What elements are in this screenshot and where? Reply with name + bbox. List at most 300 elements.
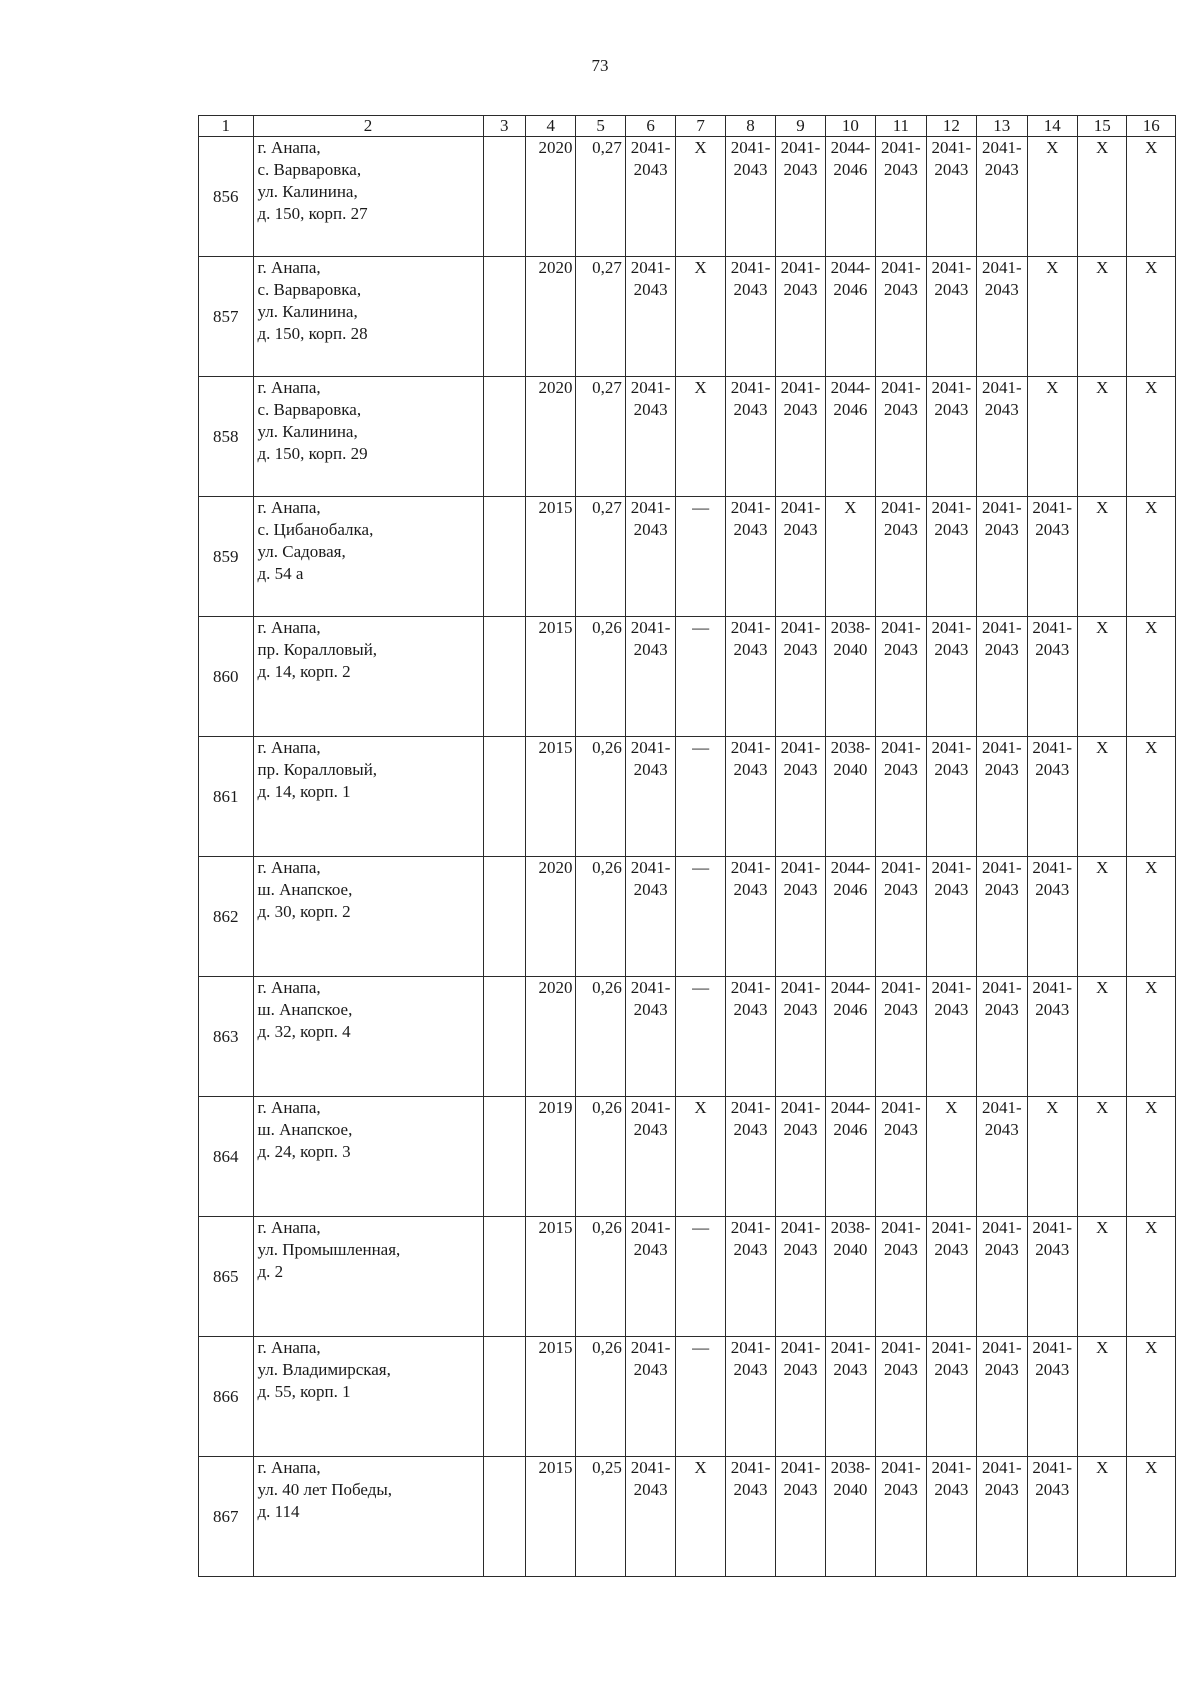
period-value: 2040 xyxy=(833,1480,868,1499)
period-value: — xyxy=(692,1218,710,1237)
period-cell xyxy=(825,857,875,977)
column-number: 9 xyxy=(776,116,825,137)
address-line: г. Анапа, xyxy=(257,258,321,277)
period-cell xyxy=(1027,1457,1077,1577)
table-row xyxy=(199,1097,1176,1217)
period-value: 2041- xyxy=(981,1458,1022,1477)
address-line: г. Анапа, xyxy=(257,978,321,997)
period-value: 2041- xyxy=(981,258,1022,277)
period-cell xyxy=(977,497,1027,617)
period-cell xyxy=(1027,257,1077,377)
address-line: д. 32, корп. 4 xyxy=(257,1022,351,1041)
address-cell xyxy=(253,737,483,857)
period-value: 2041- xyxy=(981,738,1022,757)
period-cell xyxy=(926,497,976,617)
period-value: 2043 xyxy=(633,880,668,899)
period-value: 2041- xyxy=(1032,1218,1073,1237)
coefficient-cell: 0,25 xyxy=(576,1457,625,1577)
address-cell xyxy=(253,617,483,737)
period-cell xyxy=(1127,977,1176,1097)
column-3-cell xyxy=(483,1457,525,1577)
table-row xyxy=(199,737,1176,857)
row-number: 864 xyxy=(199,1097,254,1217)
period-value: 2038- xyxy=(830,1458,871,1477)
coefficient-cell: 0,26 xyxy=(576,1217,625,1337)
period-value: 2041- xyxy=(981,1338,1022,1357)
period-value: 2041- xyxy=(630,1458,671,1477)
coefficient-cell: 0,26 xyxy=(576,617,625,737)
period-value: 2043 xyxy=(934,1480,969,1499)
period-value: 2041- xyxy=(780,378,821,397)
year-cell: 2015 xyxy=(525,497,575,617)
period-value: 2043 xyxy=(984,280,1019,299)
coefficient-cell: 0,26 xyxy=(576,977,625,1097)
coefficient-cell: 0,26 xyxy=(576,737,625,857)
period-cell xyxy=(625,257,675,377)
address-line: г. Анапа, xyxy=(257,138,321,157)
period-cell xyxy=(977,1097,1027,1217)
period-cell xyxy=(625,617,675,737)
period-value: 2043 xyxy=(1035,1480,1070,1499)
period-cell xyxy=(977,1337,1027,1457)
period-value: 2041- xyxy=(780,498,821,517)
period-cell xyxy=(1077,977,1126,1097)
year-cell: 2015 xyxy=(525,617,575,737)
year-cell: 2020 xyxy=(525,137,575,257)
period-value: X xyxy=(1046,378,1059,397)
period-value: X xyxy=(1096,1098,1109,1117)
period-value: 2041- xyxy=(630,138,671,157)
period-value: X xyxy=(1096,258,1109,277)
period-value: 2043 xyxy=(733,160,768,179)
address-line: с. Цибанобалка, xyxy=(257,520,374,539)
table-body xyxy=(199,116,1176,1577)
period-value: 2041- xyxy=(730,858,771,877)
period-value: 2043 xyxy=(883,760,918,779)
period-value: X xyxy=(1096,1218,1109,1237)
period-value: 2040 xyxy=(833,760,868,779)
period-value: 2041- xyxy=(730,138,771,157)
period-cell xyxy=(725,1097,775,1217)
period-value: 2043 xyxy=(934,880,969,899)
period-value: 2043 xyxy=(883,1240,918,1259)
period-value: 2041- xyxy=(981,378,1022,397)
address-line: д. 54 а xyxy=(257,564,304,583)
period-value: 2043 xyxy=(783,520,818,539)
table-row xyxy=(199,1337,1176,1457)
period-value: — xyxy=(692,618,710,637)
period-value: 2041- xyxy=(1032,978,1073,997)
period-cell xyxy=(926,857,976,977)
period-value: 2041- xyxy=(881,738,921,757)
address-line: с. Варваровка, xyxy=(257,160,362,179)
period-value: 2041- xyxy=(881,1218,921,1237)
period-cell xyxy=(625,377,675,497)
period-value: 2043 xyxy=(1035,1000,1070,1019)
period-value: 2043 xyxy=(733,1120,768,1139)
table-row xyxy=(199,857,1176,977)
period-value: 2043 xyxy=(883,1480,918,1499)
period-value: 2041- xyxy=(780,618,821,637)
period-cell xyxy=(676,497,725,617)
period-value: X xyxy=(1145,738,1158,757)
address-line: г. Анапа, xyxy=(257,738,321,757)
period-value: 2046 xyxy=(833,1120,868,1139)
period-value: 2043 xyxy=(934,160,969,179)
period-cell xyxy=(676,1457,725,1577)
period-cell xyxy=(926,977,976,1097)
period-value: 2041- xyxy=(1032,1338,1073,1357)
period-value: 2043 xyxy=(733,1360,768,1379)
column-number: 16 xyxy=(1127,116,1176,137)
period-value: 2044- xyxy=(830,138,871,157)
table-row xyxy=(199,1217,1176,1337)
period-cell xyxy=(1077,1217,1126,1337)
period-value: 2041- xyxy=(981,978,1022,997)
period-value: 2041- xyxy=(780,978,821,997)
period-value: X xyxy=(1096,378,1109,397)
table-row xyxy=(199,617,1176,737)
period-value: 2043 xyxy=(883,160,918,179)
column-3-cell xyxy=(483,377,525,497)
period-value: 2041- xyxy=(630,378,671,397)
period-value: 2043 xyxy=(934,520,969,539)
period-value: X xyxy=(1096,1338,1109,1357)
period-value: 2043 xyxy=(1035,640,1070,659)
column-3-cell xyxy=(483,497,525,617)
period-cell xyxy=(1027,737,1077,857)
address-line: г. Анапа, xyxy=(257,1338,321,1357)
address-cell xyxy=(253,137,483,257)
period-value: 2043 xyxy=(1035,880,1070,899)
period-cell xyxy=(876,1457,926,1577)
period-cell xyxy=(876,137,926,257)
year-cell: 2015 xyxy=(525,1457,575,1577)
period-cell xyxy=(926,1337,976,1457)
period-value: X xyxy=(1145,378,1158,397)
period-value: 2041- xyxy=(1032,618,1073,637)
period-value: X xyxy=(1145,498,1158,517)
period-value: 2041- xyxy=(931,138,972,157)
period-value: X xyxy=(1145,1338,1158,1357)
period-cell xyxy=(1127,617,1176,737)
period-value: 2043 xyxy=(934,760,969,779)
period-cell xyxy=(625,977,675,1097)
address-line: г. Анапа, xyxy=(257,498,321,517)
period-cell xyxy=(776,377,825,497)
column-3-cell xyxy=(483,737,525,857)
address-line: ш. Анапское, xyxy=(257,1000,353,1019)
period-value: 2043 xyxy=(934,1000,969,1019)
period-cell xyxy=(1027,377,1077,497)
period-cell xyxy=(926,377,976,497)
period-value: 2043 xyxy=(883,880,918,899)
period-cell xyxy=(725,257,775,377)
period-value: 2043 xyxy=(783,1240,818,1259)
period-value: — xyxy=(692,978,710,997)
period-cell xyxy=(725,977,775,1097)
period-cell xyxy=(1127,497,1176,617)
period-cell xyxy=(825,1097,875,1217)
address-line: пр. Коралловый, xyxy=(257,760,378,779)
period-value: 2041- xyxy=(931,1338,972,1357)
period-value: 2041- xyxy=(981,1098,1022,1117)
period-value: X xyxy=(694,258,707,277)
housing-registry-table xyxy=(198,115,1176,1577)
period-value: 2038- xyxy=(830,618,871,637)
period-cell xyxy=(1077,257,1126,377)
period-cell xyxy=(977,737,1027,857)
period-cell xyxy=(776,257,825,377)
period-cell xyxy=(1077,497,1126,617)
period-value: 2043 xyxy=(984,1000,1019,1019)
period-cell xyxy=(1127,737,1176,857)
address-line: д. 24, корп. 3 xyxy=(257,1142,351,1161)
period-value: 2041- xyxy=(981,1218,1022,1237)
period-value: 2041- xyxy=(780,1218,821,1237)
period-cell xyxy=(825,257,875,377)
address-line: ш. Анапское, xyxy=(257,880,353,899)
row-number: 861 xyxy=(199,737,254,857)
period-value: 2043 xyxy=(984,880,1019,899)
period-value: 2041- xyxy=(981,618,1022,637)
period-cell xyxy=(1027,1097,1077,1217)
period-value: 2041- xyxy=(931,1218,972,1237)
address-line: пр. Коралловый, xyxy=(257,640,378,659)
period-value: 2043 xyxy=(1035,1360,1070,1379)
period-value: 2043 xyxy=(733,400,768,419)
address-cell xyxy=(253,1217,483,1337)
period-value: 2043 xyxy=(984,520,1019,539)
column-number-row xyxy=(199,116,1176,137)
period-value: 2043 xyxy=(783,160,818,179)
period-value: 2043 xyxy=(934,280,969,299)
period-value: 2043 xyxy=(633,1480,668,1499)
row-number: 857 xyxy=(199,257,254,377)
period-value: 2043 xyxy=(984,160,1019,179)
period-value: 2041- xyxy=(780,258,821,277)
period-value: 2041- xyxy=(730,1098,771,1117)
period-value: 2041- xyxy=(881,618,921,637)
address-line: г. Анапа, xyxy=(257,1098,321,1117)
year-cell: 2020 xyxy=(525,977,575,1097)
period-cell xyxy=(776,737,825,857)
year-cell: 2020 xyxy=(525,857,575,977)
period-cell xyxy=(1127,257,1176,377)
period-value: X xyxy=(694,1098,707,1117)
period-value: 2043 xyxy=(783,880,818,899)
period-cell xyxy=(625,137,675,257)
column-3-cell xyxy=(483,1337,525,1457)
period-value: — xyxy=(692,498,710,517)
period-cell xyxy=(1077,737,1126,857)
period-value: 2043 xyxy=(633,1240,668,1259)
row-number: 856 xyxy=(199,137,254,257)
period-cell xyxy=(1027,617,1077,737)
table-row xyxy=(199,977,1176,1097)
period-value: X xyxy=(694,138,707,157)
column-3-cell xyxy=(483,257,525,377)
period-value: — xyxy=(692,738,710,757)
period-value: 2041- xyxy=(730,1458,771,1477)
period-cell xyxy=(825,137,875,257)
period-cell xyxy=(1127,1097,1176,1217)
period-cell xyxy=(776,857,825,977)
period-value: 2041- xyxy=(780,1098,821,1117)
address-cell xyxy=(253,377,483,497)
period-cell xyxy=(725,1217,775,1337)
address-line: д. 14, корп. 2 xyxy=(257,662,351,681)
period-cell xyxy=(776,1457,825,1577)
period-value: 2046 xyxy=(833,160,868,179)
period-value: 2043 xyxy=(934,400,969,419)
period-value: 2041- xyxy=(1032,498,1073,517)
address-line: г. Анапа, xyxy=(257,1458,321,1477)
period-value: 2041- xyxy=(981,138,1022,157)
period-cell xyxy=(1027,497,1077,617)
period-value: 2043 xyxy=(733,880,768,899)
column-number: 5 xyxy=(576,116,625,137)
period-value: 2041- xyxy=(730,978,771,997)
period-value: 2041- xyxy=(780,738,821,757)
period-value: X xyxy=(1145,618,1158,637)
period-value: X xyxy=(1096,618,1109,637)
period-value: — xyxy=(692,858,710,877)
period-value: 2043 xyxy=(934,640,969,659)
period-value: X xyxy=(1145,138,1158,157)
period-cell xyxy=(1077,857,1126,977)
period-value: 2043 xyxy=(783,640,818,659)
row-number: 862 xyxy=(199,857,254,977)
period-cell xyxy=(825,617,875,737)
column-number: 4 xyxy=(525,116,575,137)
address-line: д. 150, корп. 28 xyxy=(257,324,368,343)
period-value: 2041- xyxy=(730,498,771,517)
table-row xyxy=(199,1457,1176,1577)
address-line: ул. Калинина, xyxy=(257,422,358,441)
period-value: 2043 xyxy=(633,640,668,659)
period-cell xyxy=(725,377,775,497)
period-value: 2041- xyxy=(931,378,972,397)
row-number: 860 xyxy=(199,617,254,737)
period-cell xyxy=(676,137,725,257)
period-value: 2043 xyxy=(1035,520,1070,539)
period-value: 2043 xyxy=(633,280,668,299)
period-value: 2043 xyxy=(984,400,1019,419)
period-value: 2038- xyxy=(830,1218,871,1237)
period-cell xyxy=(725,137,775,257)
column-3-cell xyxy=(483,977,525,1097)
period-cell xyxy=(876,1097,926,1217)
period-value: 2043 xyxy=(833,1360,868,1379)
coefficient-cell: 0,26 xyxy=(576,1097,625,1217)
period-value: 2041- xyxy=(881,258,921,277)
table-row xyxy=(199,137,1176,257)
period-value: 2043 xyxy=(733,640,768,659)
period-value: 2043 xyxy=(733,280,768,299)
period-cell xyxy=(977,857,1027,977)
period-value: X xyxy=(1096,498,1109,517)
column-number: 3 xyxy=(483,116,525,137)
period-value: 2043 xyxy=(633,760,668,779)
period-value: 2041- xyxy=(931,618,972,637)
period-value: 2041- xyxy=(981,498,1022,517)
period-cell xyxy=(876,617,926,737)
period-value: 2043 xyxy=(984,1120,1019,1139)
period-cell xyxy=(1027,1217,1077,1337)
period-value: X xyxy=(1145,978,1158,997)
period-value: 2043 xyxy=(783,400,818,419)
address-line: д. 2 xyxy=(257,1262,284,1281)
period-cell xyxy=(825,737,875,857)
period-value: 2043 xyxy=(934,1240,969,1259)
period-value: 2041- xyxy=(931,1458,972,1477)
period-cell xyxy=(625,1337,675,1457)
address-line: ул. Владимирская, xyxy=(257,1360,391,1379)
period-cell xyxy=(825,1217,875,1337)
address-cell xyxy=(253,257,483,377)
period-cell xyxy=(725,497,775,617)
period-value: 2046 xyxy=(833,280,868,299)
period-cell xyxy=(676,1337,725,1457)
column-number: 15 xyxy=(1077,116,1126,137)
period-value: X xyxy=(1145,1098,1158,1117)
period-value: 2041- xyxy=(780,858,821,877)
period-value: X xyxy=(1096,978,1109,997)
column-number: 6 xyxy=(625,116,675,137)
period-value: 2043 xyxy=(733,1240,768,1259)
address-line: ул. Садовая, xyxy=(257,542,346,561)
period-value: X xyxy=(1046,1098,1059,1117)
period-value: 2043 xyxy=(883,1000,918,1019)
period-value: 2041- xyxy=(780,1458,821,1477)
period-cell xyxy=(926,257,976,377)
column-number: 10 xyxy=(825,116,875,137)
year-cell: 2015 xyxy=(525,1337,575,1457)
period-value: 2041- xyxy=(830,1338,871,1357)
period-value: 2041- xyxy=(780,138,821,157)
period-value: 2044- xyxy=(830,858,871,877)
period-cell xyxy=(776,1337,825,1457)
column-number: 13 xyxy=(977,116,1027,137)
period-cell xyxy=(876,737,926,857)
period-value: X xyxy=(1145,1458,1158,1477)
period-value: 2041- xyxy=(780,1338,821,1357)
period-cell xyxy=(825,497,875,617)
period-value: 2038- xyxy=(830,738,871,757)
table-row xyxy=(199,257,1176,377)
period-value: 2043 xyxy=(733,1000,768,1019)
period-value: X xyxy=(1046,138,1059,157)
period-value: 2043 xyxy=(633,1360,668,1379)
column-number: 14 xyxy=(1027,116,1077,137)
period-value: X xyxy=(694,378,707,397)
period-cell xyxy=(1027,1337,1077,1457)
period-value: 2043 xyxy=(633,400,668,419)
period-cell xyxy=(1127,137,1176,257)
period-value: 2043 xyxy=(733,760,768,779)
period-value: 2041- xyxy=(881,1098,921,1117)
period-value: 2043 xyxy=(984,760,1019,779)
column-3-cell xyxy=(483,1217,525,1337)
column-number: 1 xyxy=(199,116,254,137)
period-cell xyxy=(1077,617,1126,737)
period-value: 2043 xyxy=(733,1480,768,1499)
period-value: 2041- xyxy=(630,618,671,637)
period-value: 2041- xyxy=(881,858,921,877)
address-line: г. Анапа, xyxy=(257,378,321,397)
period-value: — xyxy=(692,1338,710,1357)
